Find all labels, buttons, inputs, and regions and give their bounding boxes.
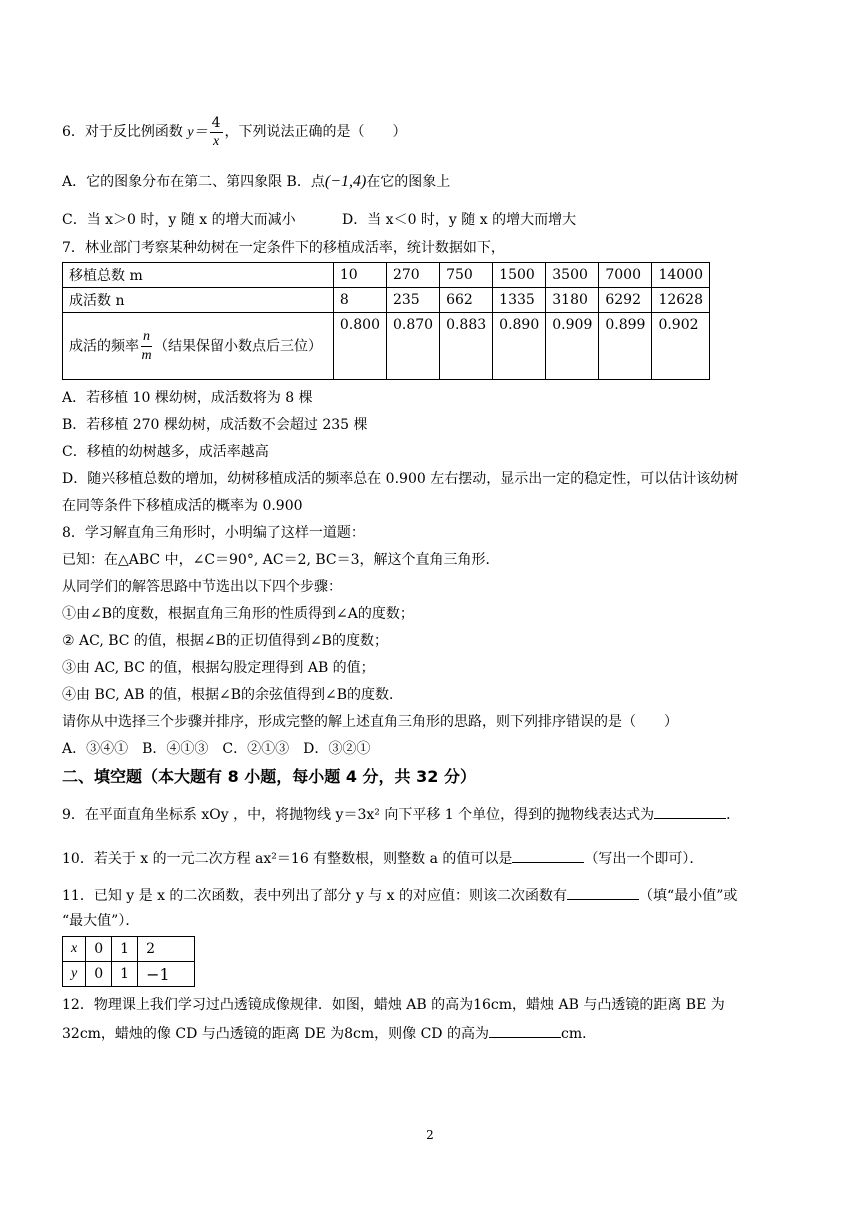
- answer-blank[interactable]: [489, 1023, 561, 1038]
- table-cell: 8: [333, 288, 386, 313]
- q7-stem: 7．林业部门考察某种幼树在一定条件下的移植成活率，统计数据如下，: [62, 240, 505, 256]
- q6-option-ab: A．它的图象分布在第二、第四象限 B．点(−1,4)在它的图象上: [62, 173, 451, 190]
- q11-line2: “最大值”）．: [62, 913, 140, 929]
- table-cell: 成活数 n: [63, 288, 334, 313]
- table-cell: 662: [440, 288, 493, 313]
- section-heading: 二、填空题（本大题有 8 小题，每小题 4 分，共 32 分）: [62, 767, 476, 786]
- q7-table: [62, 262, 710, 380]
- table-cell: 1: [112, 962, 138, 987]
- q6-option-d: D．当 x＜0 时，y 随 x 的增大而增大: [342, 212, 577, 228]
- q8-ask: 请你从中选择三个步骤并排序，形成完整的解上述直角三角形的思路，则下列排序错误的是（ ）: [62, 714, 678, 730]
- q7-option-d-line2: 在同等条件下移植成活的概率为 0.900: [62, 498, 303, 514]
- table-cell: 0: [86, 937, 112, 962]
- q6-func-lhs: y＝: [187, 125, 208, 140]
- table-cell: 14000: [652, 263, 710, 288]
- table-cell: 10: [333, 263, 386, 288]
- table-cell: 1335: [493, 288, 546, 313]
- table-cell: 0.890: [493, 313, 546, 380]
- table-cell: 0.883: [440, 313, 493, 380]
- q8-intro: 从同学们的解答思路中节选出以下四个步骤：: [62, 579, 342, 595]
- table-cell: 0.899: [599, 313, 652, 380]
- q8-stem: 8．学习解直角三角形时，小明编了这样一道题：: [62, 525, 365, 541]
- table-cell: −1: [138, 962, 195, 987]
- q8-step-3: ③由 AC, BC 的值，根据勾股定理得到 AB 的值；: [62, 660, 375, 676]
- answer-blank[interactable]: [567, 885, 639, 900]
- table-row: [63, 962, 195, 987]
- page-number: 2: [426, 1128, 434, 1142]
- table-cell: 0.870: [386, 313, 439, 380]
- table-cell: 270: [386, 263, 439, 288]
- q8-options: A．③④① B．④①③ C．②①③ D．③②①: [62, 741, 371, 757]
- table-cell: 3500: [546, 263, 599, 288]
- q6-fraction: $\frac{4}{x}$: [211, 114, 221, 149]
- q8-step-1: ①由∠B的度数，根据直角三角形的性质得到∠A的度数；: [62, 606, 414, 622]
- q8-step-2: ② AC, BC 的值，根据∠B的正切值得到∠B的度数；: [62, 633, 388, 649]
- table-row: [63, 937, 195, 962]
- answer-blank[interactable]: [512, 848, 584, 863]
- table-cell: 7000: [599, 263, 652, 288]
- table-cell: 0.800: [333, 313, 386, 380]
- q7-option-d-line1: D．随兴移植总数的增加，幼树移植成活的频率总在 0.900 左右摆动，显示出一定的稳定性，可以估计该幼树: [62, 471, 739, 487]
- q11-line1: 11．已知 y 是 x 的二次函数，表中列出了部分 y 与 x 的对应值：则该二次函数有 （填“最小值”或: [62, 885, 737, 906]
- table-cell: 235: [386, 288, 439, 313]
- q11-table: [62, 936, 195, 987]
- q6-option-c: C．当 x＞0 时，y 随 x 的增大而减小: [62, 212, 296, 228]
- table-cell: 成活的频率 $\frac{n}{m}$ （结果保留小数点后三位）: [63, 313, 334, 380]
- table-cell: 移植总数 m: [63, 263, 334, 288]
- table-cell: 0.902: [652, 313, 710, 380]
- q6-stem: 6．对于反比例函数 y＝ $\frac{4}{x}$ ，下列说法正确的是（ ）: [62, 114, 407, 149]
- q12-line2: 32cm，蜡烛的像 CD 与凸透镜的距离 DE 为8cm，则像 CD 的高为 cm．: [62, 1023, 596, 1044]
- table-row: [63, 313, 710, 380]
- q7-option-a: A．若移植 10 棵幼树，成活数将为 8 棵: [62, 390, 313, 406]
- answer-blank[interactable]: [654, 804, 726, 819]
- table-cell: 1: [112, 937, 138, 962]
- q7-option-b: B．若移植 270 棵幼树，成活数不会超过 235 棵: [62, 417, 368, 433]
- q12-line1: 12．物理课上我们学习过凸透镜成像规律．如图，蜡烛 AB 的高为16cm，蜡烛 AB 与凸透镜的距离 BE 为: [62, 997, 725, 1013]
- q9: 9．在平面直角坐标系 xOy ，中，将抛物线 y＝3x² 向下平移 1 个单位，得到的抛物线表达式为 ．: [62, 804, 740, 825]
- q8-given: 已知：在△ABC 中，∠C＝90°, AC＝2, BC＝3，解这个直角三角形．: [62, 552, 500, 568]
- table-cell: 1500: [493, 263, 546, 288]
- table-cell: 3180: [546, 288, 599, 313]
- table-row: [63, 263, 710, 288]
- table-cell: 6292: [599, 288, 652, 313]
- q8-step-4: ④由 BC, AB 的值，根据∠B的余弦值得到∠B的度数．: [62, 687, 403, 703]
- table-cell: 2: [138, 937, 195, 962]
- q7-option-c: C．移植的幼树越多，成活率越高: [62, 444, 269, 460]
- table-cell: 0: [86, 962, 112, 987]
- q10: 10．若关于 x 的一元二次方程 ax²＝16 有整数根，则整数 a 的值可以是 （写出一个即可）．: [62, 848, 703, 869]
- table-cell: y: [63, 962, 86, 987]
- table-cell: 12628: [652, 288, 710, 313]
- table-row: [63, 288, 710, 313]
- table-cell: x: [63, 937, 86, 962]
- table-cell: 750: [440, 263, 493, 288]
- table-cell: 0.909: [546, 313, 599, 380]
